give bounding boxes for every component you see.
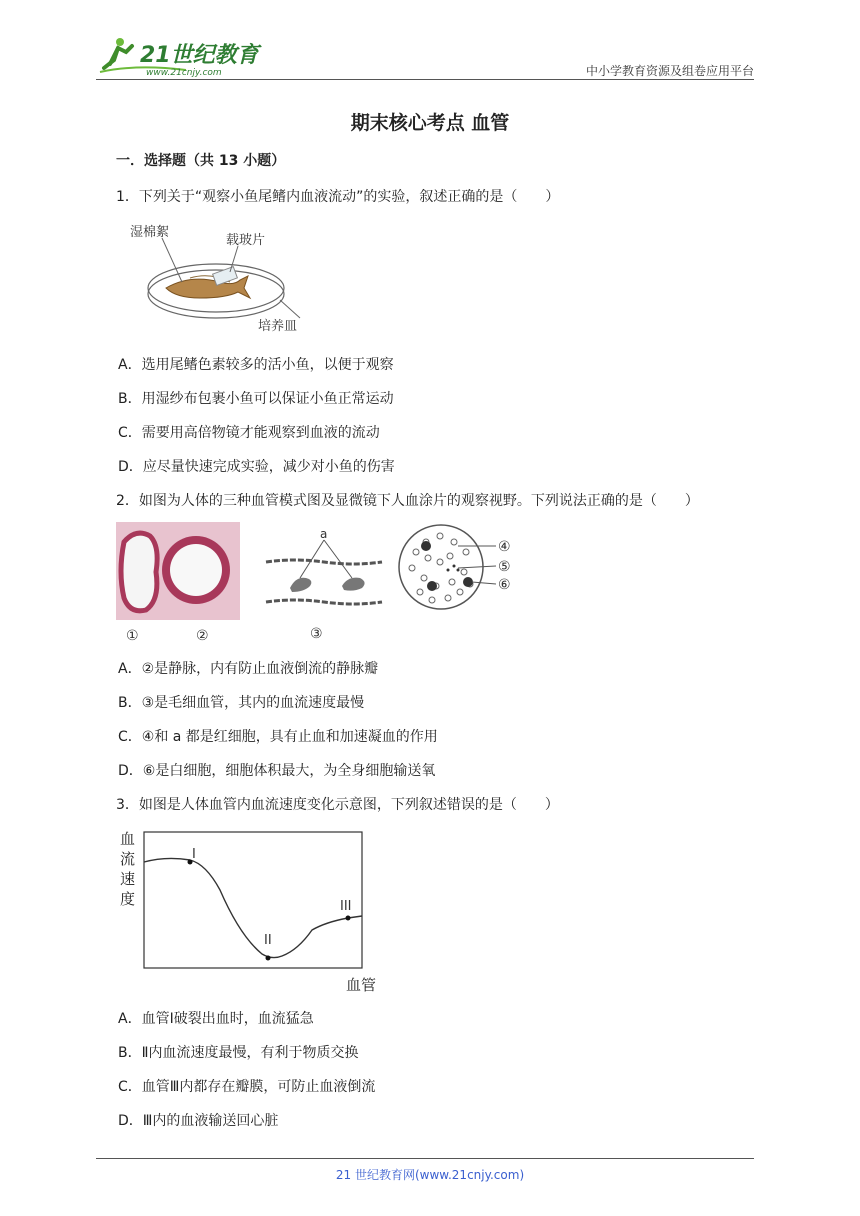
svg-text:流: 流 xyxy=(120,850,136,868)
section-heading: 一．选择题（共 13 小题） xyxy=(116,153,286,169)
svg-text:II: II xyxy=(264,933,272,948)
blood-smear-figure xyxy=(396,522,546,612)
question-1-option-d: D．应尽量快速完成实验，减少对小鱼的伤害 xyxy=(118,459,395,475)
svg-text:湿棉絮: 湿棉絮 xyxy=(130,225,170,240)
question-2-stem: 2．如图为人体的三种血管模式图及显微镜下人血涂片的观察视野。下列说法正确的是（ ） xyxy=(116,493,699,509)
svg-text:⑤: ⑤ xyxy=(498,559,511,575)
capillary-figure xyxy=(264,528,384,642)
question-2-option-a: A．②是静脉，内有防止血液倒流的静脉瓣 xyxy=(118,661,379,677)
question-3-stem: 3．如图是人体血管内血流速度变化示意图，下列叙述错误的是（ ） xyxy=(116,797,559,813)
question-1-stem: 1．下列关于“观察小鱼尾鳍内血液流动”的实验，叙述正确的是（ ） xyxy=(116,189,560,205)
blood-speed-figure xyxy=(116,826,386,996)
svg-text:21世纪教育: 21世纪教育 xyxy=(140,43,259,68)
svg-text:III: III xyxy=(340,899,352,914)
question-2-option-d: D．⑥是白细胞，细胞体积最大，为全身细胞输送氧 xyxy=(118,763,436,779)
question-3-option-a: A．血管Ⅰ破裂出血时，血流猛急 xyxy=(118,1011,314,1027)
svg-text:②: ② xyxy=(196,628,209,644)
svg-text:④: ④ xyxy=(498,539,511,555)
svg-text:⑥: ⑥ xyxy=(498,577,511,593)
question-2-option-c: C．④和 a 都是红细胞，具有止血和加速凝血的作用 xyxy=(118,729,438,745)
question-2-option-b: B．③是毛细血管，其内的血流速度最慢 xyxy=(118,695,365,711)
question-3-option-c: C．血管Ⅲ内都存在瓣膜，可防止血液倒流 xyxy=(118,1079,376,1095)
question-1-option-b: B．用湿纱布包裹小鱼可以保证小鱼正常运动 xyxy=(118,391,394,407)
svg-text:③: ③ xyxy=(310,626,323,642)
platform-name: 中小学教育资源及组卷应用平台 xyxy=(585,64,754,78)
question-3-option-b: B．Ⅱ内血流速度最慢，有利于物质交换 xyxy=(118,1045,359,1061)
fish-experiment-figure xyxy=(130,218,330,338)
page-title: 期末核心考点 血管 xyxy=(350,112,510,134)
svg-text:www.21cnjy.com: www.21cnjy.com xyxy=(146,68,222,78)
svg-text:速: 速 xyxy=(120,870,136,888)
question-1-option-a: A．选用尾鳍色素较多的活小鱼，以便于观察 xyxy=(118,357,394,373)
question-1-option-c: C．需要用高倍物镜才能观察到血液的流动 xyxy=(118,425,380,441)
svg-text:培养皿: 培养皿 xyxy=(258,319,298,334)
svg-text:度: 度 xyxy=(120,890,136,908)
svg-text:I: I xyxy=(192,847,196,862)
footer-link[interactable]: 21 世纪教育网(www.21cnjy.com) xyxy=(335,1168,525,1182)
header-divider xyxy=(96,79,754,80)
svg-text:①: ① xyxy=(126,628,139,644)
svg-text:血: 血 xyxy=(120,830,136,848)
vessel-section-figure xyxy=(116,522,246,644)
svg-text:血管: 血管 xyxy=(346,976,377,994)
site-logo xyxy=(96,34,266,78)
svg-text:载玻片: 载玻片 xyxy=(226,233,266,248)
question-3-option-d: D．Ⅲ内的血液输送回心脏 xyxy=(118,1113,279,1129)
svg-text:a: a xyxy=(320,528,328,541)
footer-divider xyxy=(96,1158,754,1159)
